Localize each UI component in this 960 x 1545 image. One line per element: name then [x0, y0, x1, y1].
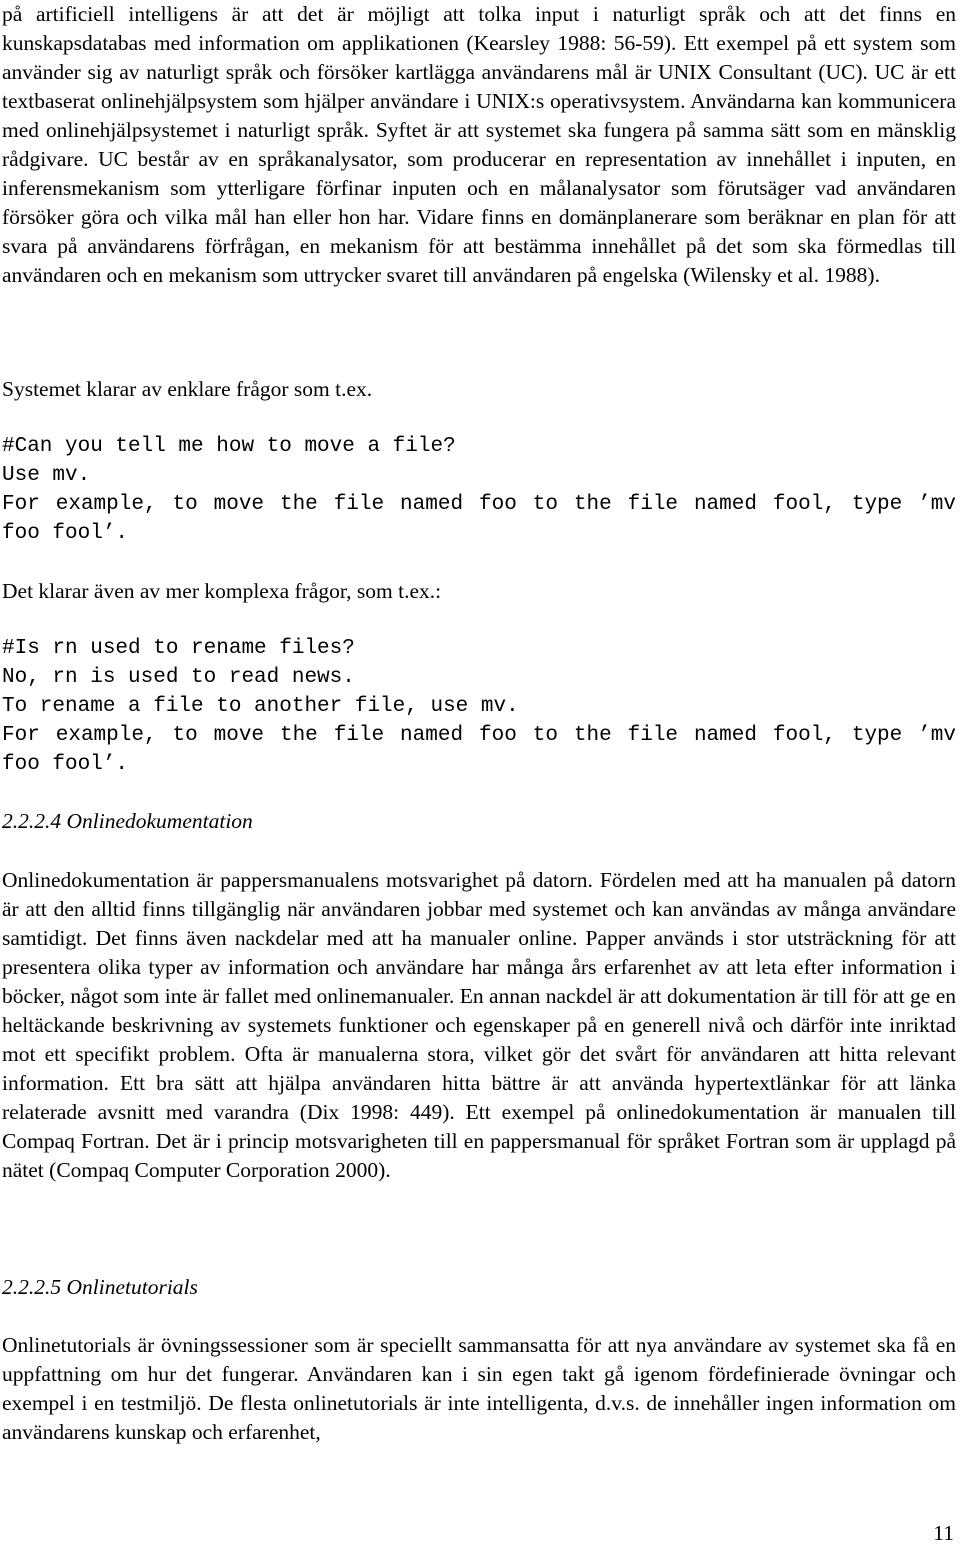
section-body-onlinedokumentation: Onlinedokumentation är pappersmanualens motsvarighet på datorn. Fördelen med att ha manualen på datorn är att den alltid finns tillgänglig när användaren jobbar med systemet och kan användas av många användare samtidigt. Det finns även nackdelar med att ha manualer online. Papper används i stor utsträckning för att presentera olika typer av information och användare har många års erfarenhet av att leta efter information i böcker, något som inte är fallet med onlinemanualer. En annan nackdel är att dokumentation är till för att ge en heltäckande beskrivning av systemets funktioner och egenskaper på en generell nivå och därför inte inriktad mot ett specifikt problem. Ofta är manualerna stora, vilket gör det svårt för användaren att hitta relevant information. Ett bra sätt att hjälpa användaren hitta bättre är att använda hypertextlänkar för att länka relaterade avsnitt med varandra (Dix 1998: 449). Ett exempel på onlinedokumentation är manualen till Compaq Fortran. Det är i princip motsvarigheten till en pappersmanual för språket Fortran som är upplagd på nätet (Compaq Computer Corporation 2000).: [2, 868, 956, 1182]
page-number: 11: [933, 1521, 954, 1545]
section-heading-onlinetutorials: 2.2.2.5 Onlinetutorials: [2, 1275, 198, 1299]
example-advice: To rename a file to another file, use mv.: [2, 695, 519, 718]
simple-example-block: [2, 432, 956, 548]
intro-paragraph: på artificiell intelligens är att det är möjligt att tolka input i naturligt språk och att det finns en kunskapsdatabas med information om applikationen (Kearsley 1988: 56-59). Ett exempel på ett system som använder sig av naturligt språk och försöker kartlägga användarens mål är UNIX Consultant (UC). UC är ett textbaserat onlinehjälpsystem som hjälper användare i UNIX:s operativsystem. Användarna kan kommunicera med onlinehjälpsystemet i naturligt språk. Syftet är att systemet ska fungera på samma sätt som en mänsklig rådgivare. UC består av en språkanalysator, som producerar en representation av innehållet i inputen, en inferensmekanism som ytterligare förfinar inputen och en målanalysator som förutsäger vad användaren försöker göra och vilka mål han eller hon har. Vidare finns en domänplanerare som beräknar en plan för att svara på användarens förfrågan, en mekanism för att bestämma innehållet på det som ska förmedlas till användaren och en mekanism som uttrycker svaret till användaren på engelska (Wilensky et al. 1988).: [2, 2, 956, 287]
example-detail: For example, to move the file named foo to the file named fool, type ’mv foo fool’.: [2, 724, 956, 776]
example-detail: For example, to move the file named foo to the file named fool, type ’mv foo fool’.: [2, 493, 956, 545]
example-question: #Is rn used to rename files?: [2, 637, 355, 660]
example-answer: Use mv.: [2, 464, 91, 487]
example-answer: No, rn is used to read news.: [2, 666, 355, 689]
example-question: #Can you tell me how to move a file?: [2, 435, 456, 458]
simple-questions-lead: Systemet klarar av enklare frågor som t.ex.: [2, 377, 373, 401]
section-heading-onlinedokumentation: 2.2.2.4 Onlinedokumentation: [2, 809, 253, 833]
section-body-onlinetutorials: Onlinetutorials är övningssessioner som är speciellt sammansatta för att nya användare av systemet ska få en uppfattning om hur det fungerar. Användaren kan i sin egen takt gå igenom fördefinierade övningar och exempel i en testmiljö. De flesta onlinetutorials är inte intelligenta, d.v.s. de innehåller ingen information om användarens kunskap och erfarenhet,: [2, 1333, 956, 1444]
complex-example-block: [2, 634, 956, 779]
complex-questions-lead: Det klarar även av mer komplexa frågor, som t.ex.:: [2, 579, 442, 603]
